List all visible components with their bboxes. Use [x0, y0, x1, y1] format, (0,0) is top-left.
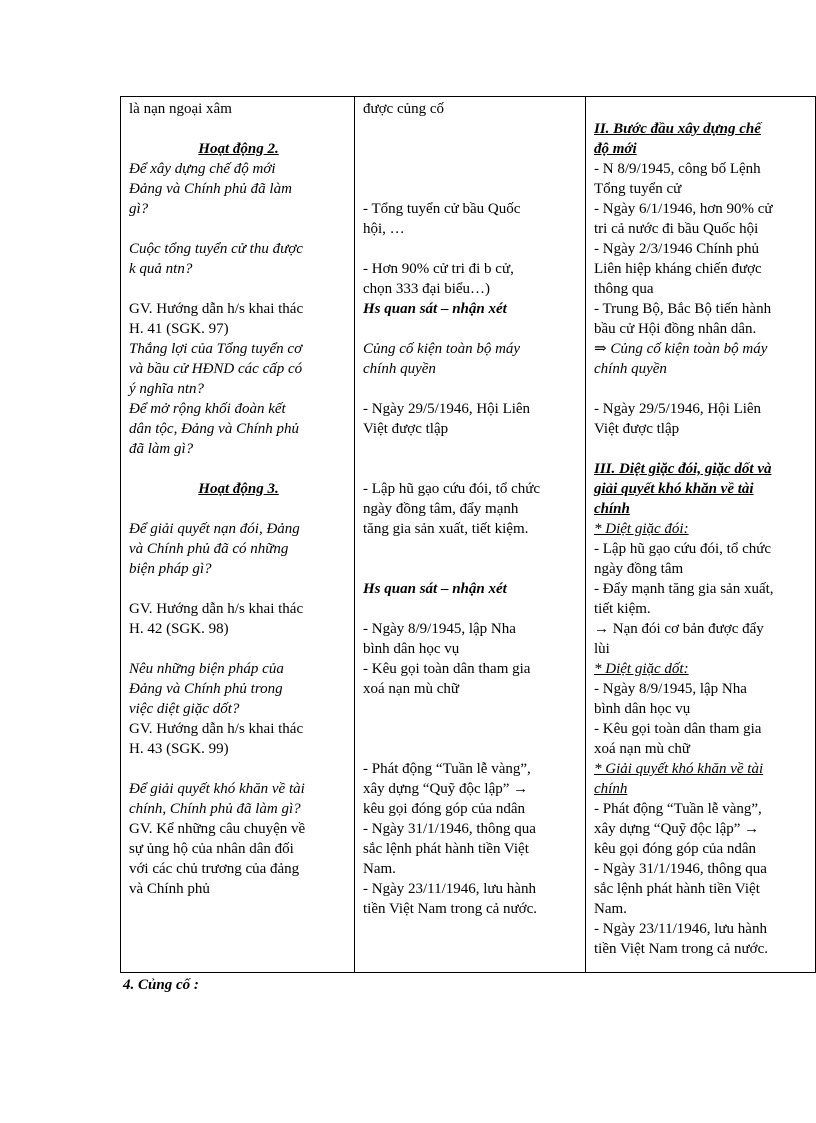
- question-meaning-line: và bầu cử HĐND các cấp có: [129, 361, 303, 377]
- question-illiteracy-line: Đảng và Chính phủ trong: [129, 681, 283, 697]
- nhabinh-line: - Ngày 8/9/1945, lập Nha: [363, 621, 516, 637]
- result-line: chọn 333 đại biểu…): [363, 281, 491, 297]
- student-activity-column: [355, 97, 586, 973]
- lienviet-line: Việt được tlập: [363, 421, 449, 437]
- consolidate-line: chính quyền: [363, 361, 436, 377]
- bullet-line: - Đẩy mạnh tăng gia sản xuất,: [594, 581, 774, 597]
- section-2-title: II. Bước đầu xây dựng chế: [594, 121, 761, 137]
- bullet-line: - Ngày 8/9/1945, lập Nha: [594, 681, 747, 697]
- bullet-line: Tổng tuyển cử: [594, 181, 682, 197]
- subheading-finance: * Giải quyết khó khăn về tài: [594, 761, 764, 777]
- section-4-heading: 4. Củng cố :: [123, 977, 199, 993]
- question-unity-line: Để mở rộng khối đoàn kết: [129, 401, 286, 417]
- gv-story-line: sự ủng hộ của nhân dân đối: [129, 841, 294, 857]
- bullet-line: - Ngày 31/1/1946, thông qua: [594, 861, 767, 877]
- bullet-line: - Lập hũ gạo cứu đói, tổ chức: [594, 541, 772, 557]
- bullet-line: - Phát động “Tuần lễ vàng”,: [594, 801, 762, 817]
- question-election-line: k quả ntn?: [129, 261, 193, 277]
- activity-2-title: Hoạt động 2.: [198, 141, 279, 157]
- gv-instruction-h42: GV. Hướng dẫn h/s khai thác: [129, 601, 304, 617]
- currency-line: - Ngày 23/11/1946, lưu hành: [363, 881, 536, 897]
- bullet-line: bầu cử Hội đồng nhân dân.: [594, 321, 757, 337]
- question-hunger-line: và Chính phủ đã có những: [129, 541, 289, 557]
- observe-label: Hs quan sát – nhận xét: [363, 581, 507, 597]
- bullet-line: thông qua: [594, 281, 654, 297]
- election-line: - Tổng tuyển cử bầu Quốc: [363, 201, 521, 217]
- question-meaning-line: Thắng lợi của Tổng tuyển cơ: [129, 341, 303, 357]
- rice-line: ngày đồng tâm, đẩy mạnh: [363, 501, 519, 517]
- question-build-line: Để xây dựng chế độ mới: [129, 161, 276, 177]
- question-build-line: gì?: [129, 201, 149, 217]
- question-meaning-line: ý nghĩa ntn?: [129, 381, 204, 397]
- conclusion-line: ⇒ Củng cố kiện toàn bộ máy: [594, 341, 768, 357]
- gv-instruction-h41: GV. Hướng dẫn h/s khai thác: [129, 301, 304, 317]
- bullet-line: - Ngày 2/3/1946 Chính phủ: [594, 241, 759, 257]
- bullet-line: lùi: [594, 641, 610, 657]
- bullet-line: Việt được tlập: [594, 421, 680, 437]
- question-finance-line: Để giải quyết khó khăn về tài: [129, 781, 305, 797]
- question-unity-line: dân tộc, Đảng và Chính phủ: [129, 421, 299, 437]
- gv-instruction-h41: H. 41 (SGK. 97): [129, 321, 229, 337]
- bullet-line: bình dân học vụ: [594, 701, 691, 717]
- section-3-title: III. Diệt giặc đói, giặc dốt và: [594, 461, 772, 477]
- lienviet-line: - Ngày 29/5/1946, Hội Liên: [363, 401, 531, 417]
- result-line: - Hơn 90% cử tri đi b cử,: [363, 261, 514, 277]
- subheading-finance: chính: [594, 781, 628, 797]
- question-finance-line: chính, Chính phủ đã làm gì?: [129, 801, 301, 817]
- content-column: [586, 97, 816, 973]
- bullet-line: tiền Việt Nam trong cả nước.: [594, 941, 769, 957]
- gv-instruction-h42: H. 42 (SGK. 98): [129, 621, 229, 637]
- lesson-table: [120, 96, 816, 973]
- activity-3-title: Hoạt động 3.: [198, 481, 279, 497]
- teacher-activity-column: [121, 97, 355, 973]
- bullet-line: xoá nạn mù chữ: [594, 741, 691, 757]
- goldweek-line: - Phát động “Tuần lễ vàng”,: [363, 761, 531, 777]
- goldweek-line: kêu gọi đóng góp của ndân: [363, 801, 526, 817]
- col2-intro: được củng cố: [363, 101, 445, 117]
- election-line: hội, …: [363, 221, 405, 237]
- conclusion-line: chính quyền: [594, 361, 667, 377]
- bullet-line: xây dựng “Quỹ độc lập” →: [594, 821, 760, 837]
- decree-line: sắc lệnh phát hành tiền Việt: [363, 841, 529, 857]
- bullet-line: Nam.: [594, 901, 627, 917]
- gv-story-line: với các chủ trương của đảng: [129, 861, 300, 877]
- subheading-hunger: * Diệt giặc đói:: [594, 521, 689, 537]
- gv-instruction-h43: H. 43 (SGK. 99): [129, 741, 229, 757]
- bullet-line: - Ngày 6/1/1946, hơn 90% cử: [594, 201, 773, 217]
- bullet-line: ngày đồng tâm: [594, 561, 684, 577]
- question-hunger-line: Để giải quyết nạn đói, Đảng: [129, 521, 300, 537]
- question-unity-line: đã làm gì?: [129, 441, 194, 457]
- gv-story-line: GV. Kể những câu chuyện về: [129, 821, 306, 837]
- section-3-title: chính: [594, 501, 630, 517]
- bullet-line: sắc lệnh phát hành tiền Việt: [594, 881, 760, 897]
- section-3-title: giải quyết khó khăn về tài: [594, 481, 754, 497]
- currency-line: tiền Việt Nam trong cả nước.: [363, 901, 538, 917]
- rice-line: tăng gia sản xuất, tiết kiệm.: [363, 521, 529, 537]
- gv-story-line: và Chính phủ: [129, 881, 210, 897]
- section-2-title: độ mới: [594, 141, 637, 157]
- goldweek-line: xây dựng “Quỹ độc lập” →: [363, 781, 529, 797]
- literacy-line: - Kêu gọi toàn dân tham gia: [363, 661, 531, 677]
- bullet-line: - Trung Bộ, Bắc Bộ tiến hành: [594, 301, 772, 317]
- bullet-line: - Ngày 29/5/1946, Hội Liên: [594, 401, 762, 417]
- question-hunger-line: biện pháp gì?: [129, 561, 212, 577]
- observe-label: Hs quan sát – nhận xét: [363, 301, 507, 317]
- question-election-line: Cuộc tổng tuyển cử thu được: [129, 241, 303, 257]
- question-illiteracy-line: Nêu những biện pháp của: [129, 661, 284, 677]
- rice-line: - Lập hũ gạo cứu đói, tổ chức: [363, 481, 541, 497]
- literacy-line: xoá nạn mù chữ: [363, 681, 460, 697]
- question-illiteracy-line: việc diệt giặc dốt?: [129, 701, 240, 717]
- bullet-line: tiết kiệm.: [594, 601, 651, 617]
- question-build-line: Đảng và Chính phủ đã làm: [129, 181, 292, 197]
- consolidate-line: Củng cố kiện toàn bộ máy: [363, 341, 521, 357]
- subheading-illiteracy: * Diệt giặc dốt:: [594, 661, 689, 677]
- bullet-line: kêu gọi đóng góp của ndân: [594, 841, 757, 857]
- table-row: [121, 97, 816, 973]
- bullet-line: - N 8/9/1945, công bố Lệnh: [594, 161, 761, 177]
- bullet-line: Liên hiệp kháng chiến được: [594, 261, 762, 277]
- decree-line: Nam.: [363, 861, 396, 877]
- col1-intro: là nạn ngoại xâm: [129, 101, 232, 117]
- bullet-line: - Kêu gọi toàn dân tham gia: [594, 721, 762, 737]
- bullet-line: - Ngày 23/11/1946, lưu hành: [594, 921, 767, 937]
- decree-line: - Ngày 31/1/1946, thông qua: [363, 821, 536, 837]
- bullet-line: tri cả nước đi bầu Quốc hội: [594, 221, 759, 237]
- bullet-line: → Nạn đói cơ bản được đẩy: [594, 621, 764, 637]
- gv-instruction-h43: GV. Hướng dẫn h/s khai thác: [129, 721, 304, 737]
- nhabinh-line: bình dân học vụ: [363, 641, 460, 657]
